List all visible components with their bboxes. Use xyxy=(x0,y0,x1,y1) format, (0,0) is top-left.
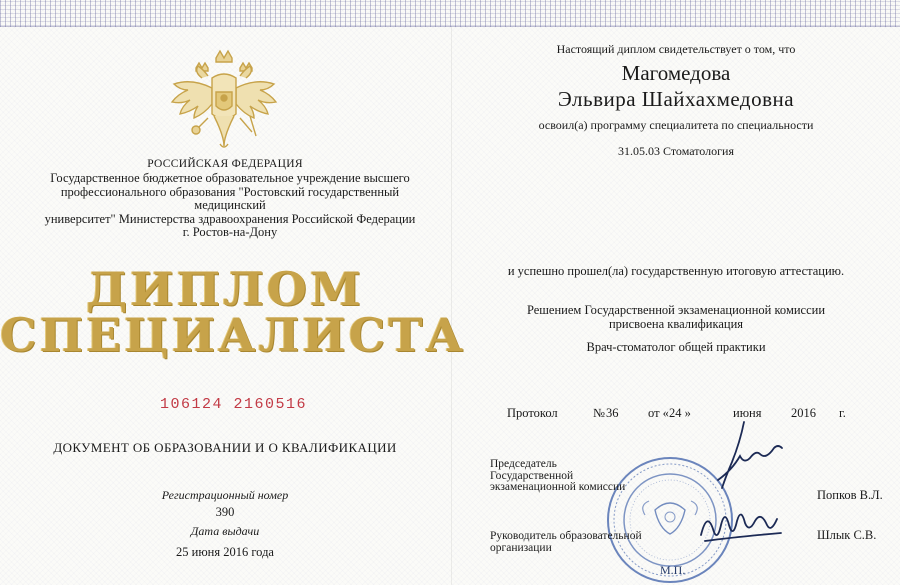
graduate-first-names: Эльвира Шайхахмедовна xyxy=(557,87,795,111)
serial-number: 106124 2160516 xyxy=(160,396,308,413)
institution-line: Государственное бюджетное образовательное учреждение высшего xyxy=(50,171,410,185)
institution-city: г. Ростов-на-Дону xyxy=(182,225,278,239)
graduate-last-name: Магомедова xyxy=(621,61,731,85)
chairman-name: Попков В.Л. xyxy=(817,488,883,502)
protocol-day-value: 24 xyxy=(669,406,682,420)
head-title-line: организации xyxy=(490,542,552,554)
protocol-year: 2016 xyxy=(791,406,816,420)
document-type: ДОКУМЕНТ ОБ ОБРАЗОВАНИИ И О КВАЛИФИКАЦИИ xyxy=(53,440,397,455)
intro-text: Настоящий диплом свидетельствует о том, что xyxy=(556,42,796,56)
protocol-from: от « xyxy=(648,406,669,420)
protocol-day xyxy=(669,406,691,421)
chairman-title-line: экзаменационной комиссии xyxy=(490,481,626,493)
decision-text-line2: присвоена квалификация xyxy=(608,317,744,331)
protocol-year-suffix: г. xyxy=(839,406,846,420)
diploma-title-line1: ДИПЛОМ xyxy=(86,262,364,316)
protocol-label: Протокол xyxy=(507,406,558,420)
head-signature-icon xyxy=(695,505,790,550)
protocol-number: 36 xyxy=(606,406,619,420)
registration-number: 390 xyxy=(215,505,235,519)
head-name: Шлык С.В. xyxy=(817,528,877,542)
ornamental-top-border xyxy=(0,0,900,27)
registration-label: Регистрационный номер xyxy=(161,488,289,502)
chairman-title-line: Председатель xyxy=(490,458,557,470)
institution-name xyxy=(40,172,420,240)
stamp-mark: М.П. xyxy=(660,563,686,577)
qualification: Врач-стоматолог общей практики xyxy=(586,340,766,354)
head-title-line: Руководитель образовательной xyxy=(490,530,642,542)
chairman-signature-icon xyxy=(700,420,790,500)
diploma-title-line2: СПЕЦИАЛИСТА xyxy=(0,308,466,362)
chairman-title-line: Государственной xyxy=(490,469,574,482)
coat-of-arms-icon xyxy=(168,48,280,154)
head-title xyxy=(490,530,642,554)
specialty: 31.05.03 Стоматология xyxy=(617,144,734,158)
decision-text-line1: Решением Государственной экзаменационной комиссии xyxy=(526,303,826,317)
institution-line: профессионального образования "Ростовский государственный медицинский xyxy=(60,184,400,212)
protocol-month: июня xyxy=(733,406,762,420)
issue-date-label: Дата выдачи xyxy=(190,524,260,538)
program-text: освоил(а) программу специалитета по специальности xyxy=(538,118,814,132)
country-name: РОССИЙСКАЯ ФЕДЕРАЦИЯ xyxy=(147,158,303,170)
attestation-text: и успешно прошел(ла) государственную итоговую аттестацию. xyxy=(507,264,845,278)
protocol-number-sign: № xyxy=(593,406,605,420)
protocol-day-close: » xyxy=(684,406,691,420)
institution-line: университет" Министерства здравоохранения Российской Федерации xyxy=(44,211,416,226)
chairman-title xyxy=(490,459,625,494)
issue-date: 25 июня 2016 года xyxy=(176,545,274,559)
